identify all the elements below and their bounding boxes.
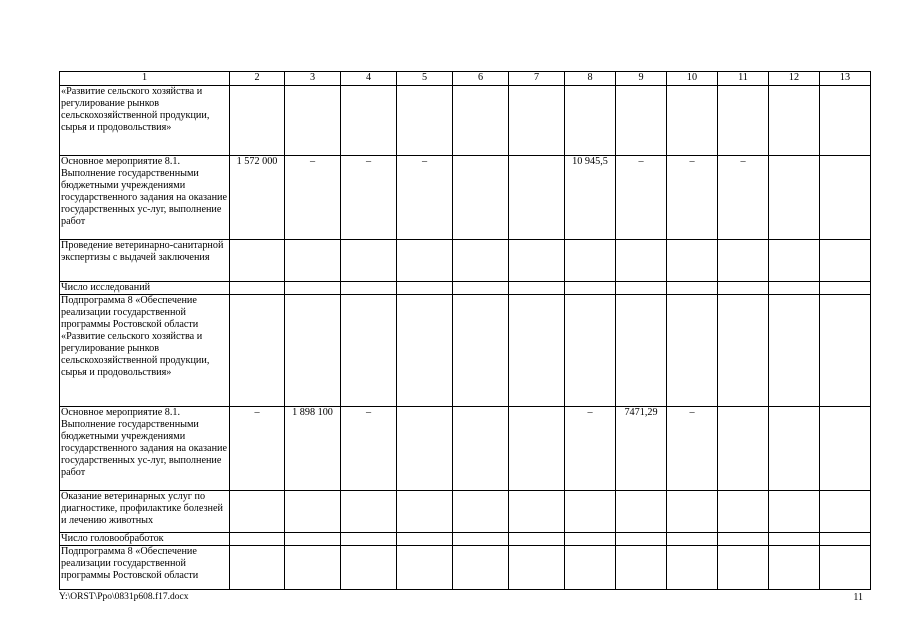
value-cell-col-3 [285,86,341,156]
value-cell-col-2 [230,86,285,156]
table-row [60,86,871,156]
value-cell-col-5 [397,295,453,407]
value-cell-col-6 [453,240,509,282]
value-cell-col-5 [397,240,453,282]
value-cell-col-7 [509,407,565,491]
value-cell-col-12 [769,407,820,491]
value-cell-col-4 [341,86,397,156]
value-cell-col-13 [820,407,871,491]
value-cell-col-11 [718,86,769,156]
header-cell-5: 5 [397,72,453,86]
value-cell-col-13 [820,86,871,156]
value-cell-col-7 [509,240,565,282]
row-label-cell: Число исследований [60,282,230,295]
value-cell-col-9 [616,240,667,282]
value-cell-col-3 [285,295,341,407]
value-cell-col-5 [397,282,453,295]
value-cell-col-3 [285,282,341,295]
header-cell-9: 9 [616,72,667,86]
value-cell-col-5 [397,407,453,491]
value-cell-col-12 [769,156,820,240]
value-cell-col-8 [565,295,616,407]
value-cell-col-12 [769,491,820,533]
value-cell-col-5 [397,491,453,533]
document-sheet [59,71,871,590]
value-cell-col-3 [285,240,341,282]
header-cell-4: 4 [341,72,397,86]
value-cell-col-13 [820,282,871,295]
value-cell-col-7 [509,86,565,156]
value-cell-col-8 [565,546,616,590]
value-cell-col-6 [453,546,509,590]
row-label-cell: Оказание ветеринарных услуг по диагностике, профилактике болезней и лечению животных [60,491,230,533]
value-cell-col-9 [616,533,667,546]
value-cell-col-10 [667,491,718,533]
footer-page-number: 11 [853,592,863,603]
value-cell-col-8 [565,86,616,156]
value-cell-col-13 [820,295,871,407]
row-label-cell: «Развитие сельского хозяйства и регулирование рынков сельскохозяйственной продукции, сырья и продовольствия» [60,86,230,156]
value-cell-col-2 [230,282,285,295]
table-row [60,240,871,282]
value-cell-col-13 [820,156,871,240]
value-cell-col-9 [616,546,667,590]
value-cell-col-2 [230,240,285,282]
value-cell-col-10 [667,533,718,546]
value-cell-col-4 [341,546,397,590]
value-cell-col-3: 1 898 100 [285,407,341,491]
value-cell-col-13 [820,546,871,590]
value-cell-col-8 [565,282,616,295]
value-cell-col-12 [769,295,820,407]
value-cell-col-6 [453,533,509,546]
footer-file-path: Y:\ORST\Ppo\0831p608.f17.docx [59,592,189,602]
value-cell-col-11 [718,295,769,407]
value-cell-col-9 [616,295,667,407]
value-cell-col-6 [453,156,509,240]
header-cell-8: 8 [565,72,616,86]
table-header-row [60,72,871,86]
value-cell-col-6 [453,282,509,295]
value-cell-col-2 [230,491,285,533]
value-cell-col-3 [285,546,341,590]
value-cell-col-12 [769,282,820,295]
value-cell-col-9 [616,282,667,295]
value-cell-col-4: – [341,156,397,240]
header-cell-1: 1 [60,72,230,86]
value-cell-col-6 [453,407,509,491]
value-cell-col-5 [397,533,453,546]
row-label-cell: Основное мероприятие 8.1. Выполнение государственными бюджетными учреждениями государственного задания на оказание государственных ус-луг, выполнение работ [60,407,230,491]
value-cell-col-8 [565,533,616,546]
data-table [59,71,871,590]
value-cell-col-11: – [718,156,769,240]
value-cell-col-12 [769,546,820,590]
value-cell-col-11 [718,407,769,491]
header-cell-11: 11 [718,72,769,86]
header-cell-2: 2 [230,72,285,86]
row-label-cell: Проведение ветеринарно-санитарной экспертизы с выдачей заключения [60,240,230,282]
value-cell-col-12 [769,240,820,282]
value-cell-col-8 [565,491,616,533]
header-cell-6: 6 [453,72,509,86]
value-cell-col-5 [397,86,453,156]
value-cell-col-10: – [667,407,718,491]
value-cell-col-11 [718,546,769,590]
value-cell-col-10 [667,295,718,407]
value-cell-col-5 [397,546,453,590]
value-cell-col-3 [285,491,341,533]
value-cell-col-2: – [230,407,285,491]
value-cell-col-7 [509,295,565,407]
value-cell-col-2 [230,295,285,407]
value-cell-col-10 [667,240,718,282]
value-cell-col-9 [616,86,667,156]
value-cell-col-10 [667,282,718,295]
value-cell-col-4: – [341,407,397,491]
value-cell-col-12 [769,86,820,156]
value-cell-col-4 [341,282,397,295]
table-row [60,156,871,240]
row-label-cell: Подпрограмма 8 «Обеспечение реализации государственной программы Ростовской области [60,546,230,590]
header-cell-7: 7 [509,72,565,86]
value-cell-col-2: 1 572 000 [230,156,285,240]
value-cell-col-10 [667,86,718,156]
value-cell-col-4 [341,533,397,546]
value-cell-col-6 [453,86,509,156]
header-cell-10: 10 [667,72,718,86]
value-cell-col-11 [718,491,769,533]
table-row [60,491,871,533]
value-cell-col-6 [453,295,509,407]
table-row [60,282,871,295]
value-cell-col-7 [509,546,565,590]
value-cell-col-13 [820,533,871,546]
value-cell-col-8 [565,240,616,282]
value-cell-col-9 [616,491,667,533]
row-label-cell: Подпрограмма 8 «Обеспечение реализации государственной программы Ростовской области «Развитие сельского хозяйства и регулирование рынков сельскохозяйственной продукции, сырья и продовольствия» [60,295,230,407]
value-cell-col-9: – [616,156,667,240]
value-cell-col-3: – [285,156,341,240]
table-row [60,546,871,590]
value-cell-col-10 [667,546,718,590]
value-cell-col-5: – [397,156,453,240]
value-cell-col-2 [230,533,285,546]
value-cell-col-13 [820,240,871,282]
table-row [60,295,871,407]
row-label-cell: Число головообработок [60,533,230,546]
header-cell-12: 12 [769,72,820,86]
table-row [60,407,871,491]
value-cell-col-11 [718,240,769,282]
value-cell-col-8: – [565,407,616,491]
value-cell-col-3 [285,533,341,546]
value-cell-col-11 [718,282,769,295]
value-cell-col-7 [509,156,565,240]
row-label-cell: Основное мероприятие 8.1. Выполнение государственными бюджетными учреждениями государственного задания на оказание государственных ус-луг, выполнение работ [60,156,230,240]
value-cell-col-10: – [667,156,718,240]
value-cell-col-4 [341,295,397,407]
value-cell-col-8: 10 945,5 [565,156,616,240]
header-cell-13: 13 [820,72,871,86]
table-row [60,533,871,546]
value-cell-col-6 [453,491,509,533]
value-cell-col-2 [230,546,285,590]
value-cell-col-9: 7471,29 [616,407,667,491]
value-cell-col-7 [509,282,565,295]
value-cell-col-12 [769,533,820,546]
value-cell-col-13 [820,491,871,533]
value-cell-col-7 [509,533,565,546]
value-cell-col-11 [718,533,769,546]
table-body [60,72,871,590]
value-cell-col-4 [341,240,397,282]
value-cell-col-4 [341,491,397,533]
header-cell-3: 3 [285,72,341,86]
value-cell-col-7 [509,491,565,533]
